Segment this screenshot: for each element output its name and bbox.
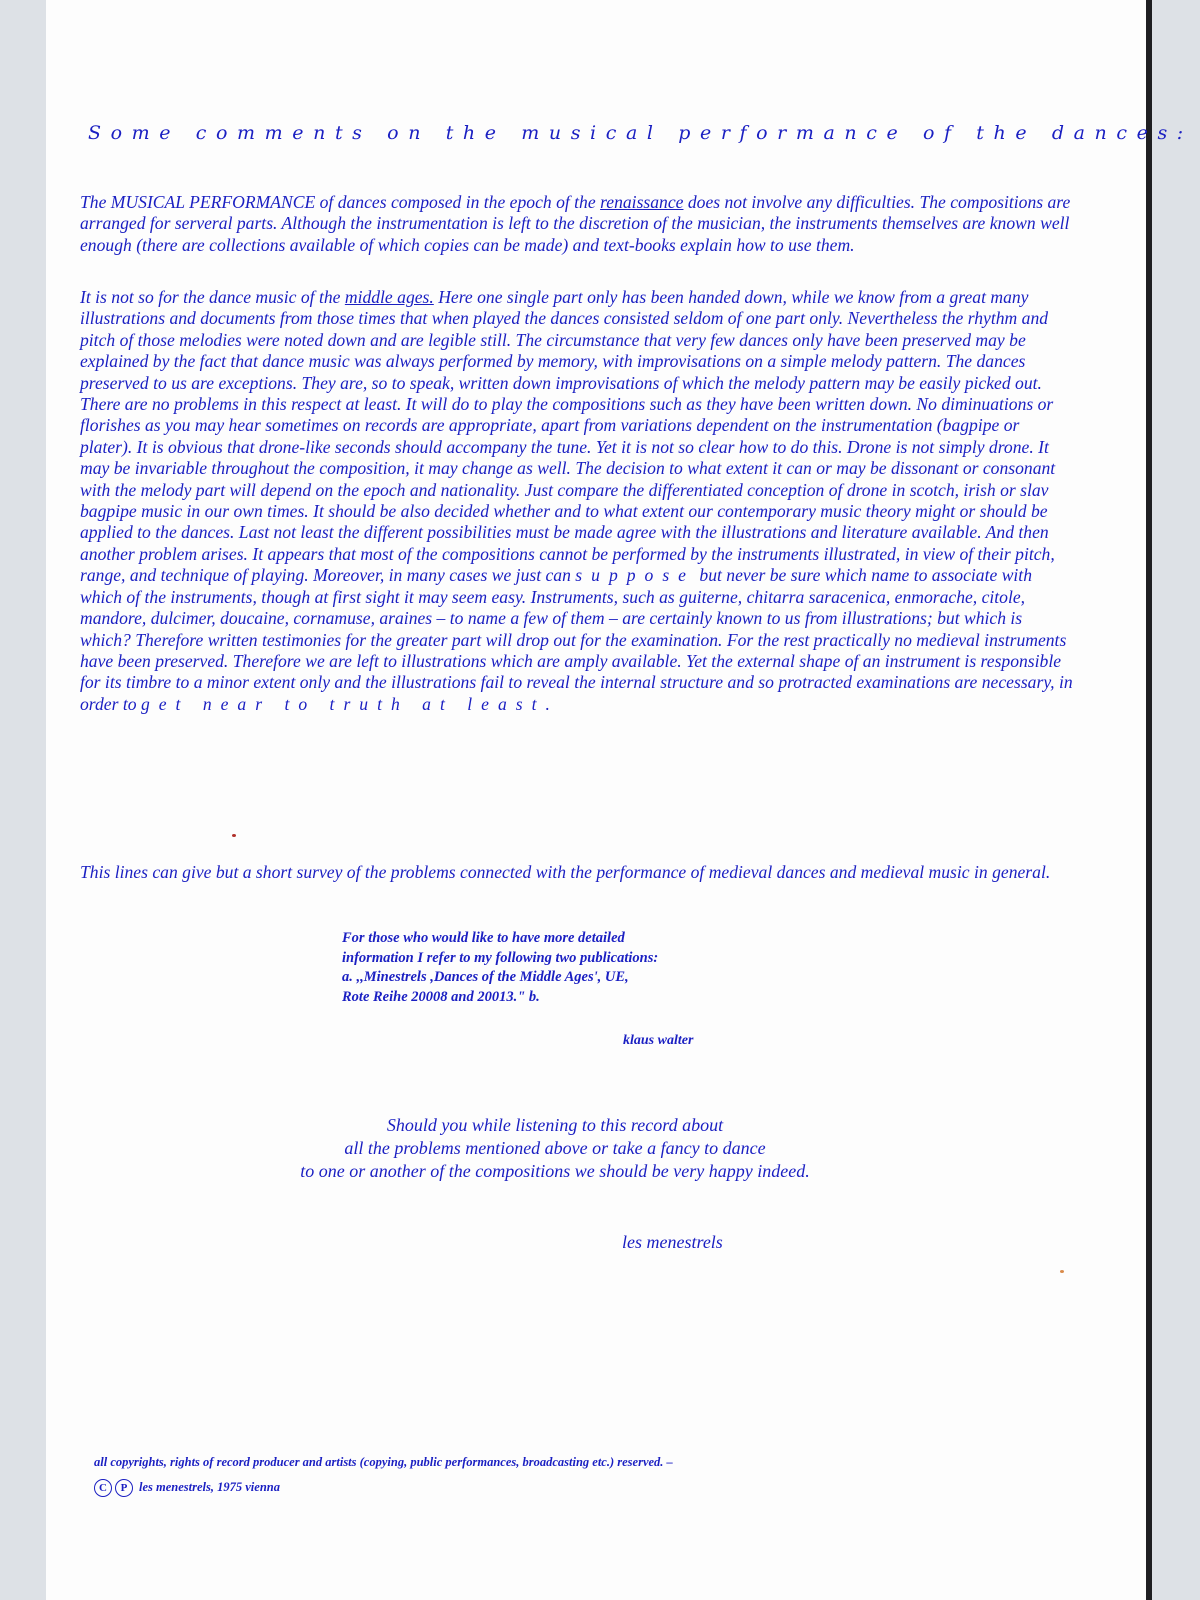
ensemble-signature: les menestrels [622, 1232, 723, 1252]
publication-note [342, 929, 822, 1007]
paper-speck [1060, 1270, 1064, 1273]
copyright-notice [94, 1450, 994, 1500]
copyright-line: all copyrights, rights of record producer and artists (copying, public performances, broadcasting etc.) reserved. – [94, 1455, 673, 1469]
note-line: For those who would like to have more detailed [342, 930, 625, 946]
note-line: information I refer to my following two publications: [342, 949, 659, 966]
copyright-line-2 [94, 1475, 994, 1500]
paragraph-renaissance [80, 192, 1076, 256]
p2-text-before: It is not so for the dance music of the [80, 287, 345, 307]
paragraph-summary: This lines can give but a short survey of the problems connected with the performance of medieval dances and medieval music in general. [80, 862, 1051, 882]
p1-underlined: renaissance [600, 192, 684, 212]
closing-line: Should you while listening to this record about [386, 1115, 724, 1135]
paragraph-middle-ages [80, 287, 1076, 715]
note-line: Rote Reihe 20008 and 20013." b. [342, 988, 540, 1005]
author-signature: klaus walter [623, 1033, 694, 1048]
note-line: a. ,,Minestrels ,Dances of the Middle Ages', UE, [342, 969, 629, 985]
copyright-symbols [94, 1479, 133, 1497]
p2-underlined: middle ages. [344, 287, 434, 307]
p2-spaced-closing: get near to truth at least. [140, 693, 559, 714]
closing-line: to one or another of the compositions we should be very happy indeed. [300, 1161, 810, 1181]
copyright-c-icon: C [94, 1479, 112, 1497]
p1-text-after: does not involve any difficulties. The compositions are arranged for serveral parts. Although the instrumentation is left to the discretion of the musician, the instruments themselves are known well enough (there are collections available of which copies can be made) and text-books explain how to use them. [80, 192, 1071, 255]
p2-text-middle: but never be sure which name to associate with which of the instruments, though at first sight it may seem easy. Instruments, such as guiterne, chitarra saracenica, enmorache, citole, mandore, dulcimer, doucaine, cornamuse, araines – to name a few of them – are certainly known to us from illustrations; but which is which? Therefore written testimonies for the greater part will drop out for the examination. For the rest practically no medieval instruments have been preserved. Therefore we are left to illustrations which are amply available. Yet the external shape of an instrument is responsible for its timbre to a minor extent only and the illustrations fail to reveal the internal structure and so protracted examinations are necessary, in order to [80, 565, 1073, 714]
p2-text-main: Here one single part only has been handed down, while we know from a great many illustrations and documents from those times that when played the dances consisted seldom of one part only. Nevertheless the rhythm and pitch of those melodies were noted down and are legible still. The circumstance that very few dances only have been preserved may be explained by the fact that dance music was always performed by memory, with improvisations on a simple melody pattern. The dances preserved to us are exceptions. They are, so to speak, written down improvisations of which the melody pattern may be easily picked out. There are no problems in this respect at least. It will do to play the compositions such as they have been written down. No diminuations or florishes as you may hear sometimes on records are appropriate, apart from variations dependent on the instrumentation (bagpipe or plater). It is obvious that drone-like seconds should accompany the tune. Yet it is not so clear how to do this. Drone is not simply drone. It may be invariable throughout the composition, it may change as well. The decision to what extent it can or may be dissonant or consonant with the melody part will depend on the epoch and nationality. Just compare the differentiated conception of drone in scotch, irish or slav bagpipe music in our own times. It should be also decided whether and to what extent our contemporary music theory might or should be applied to the dances. Last not least the different possibilities must be made agree with the illustrations and literature available. And then another problem arises. It appears that most of the compositions cannot be performed by the instruments illustrated, in view of their pitch, range, and technique of playing. Moreover, in many cases we just can [80, 287, 1056, 586]
closing-message [200, 1114, 910, 1183]
copyright-holder: les menestrels, 1975 vienna [139, 1480, 280, 1494]
paper-speck [232, 834, 236, 837]
phonogram-p-icon: P [115, 1479, 133, 1497]
closing-line: all the problems mentioned above or take a fancy to dance [344, 1138, 766, 1158]
page-edge [1146, 0, 1152, 1600]
page-heading: Some comments on the musical performance of the dances: [88, 122, 1193, 144]
p1-text-before: The MUSICAL PERFORMANCE of dances composed in the epoch of the [80, 192, 601, 212]
p2-spaced-suppose: suppose [575, 565, 695, 586]
